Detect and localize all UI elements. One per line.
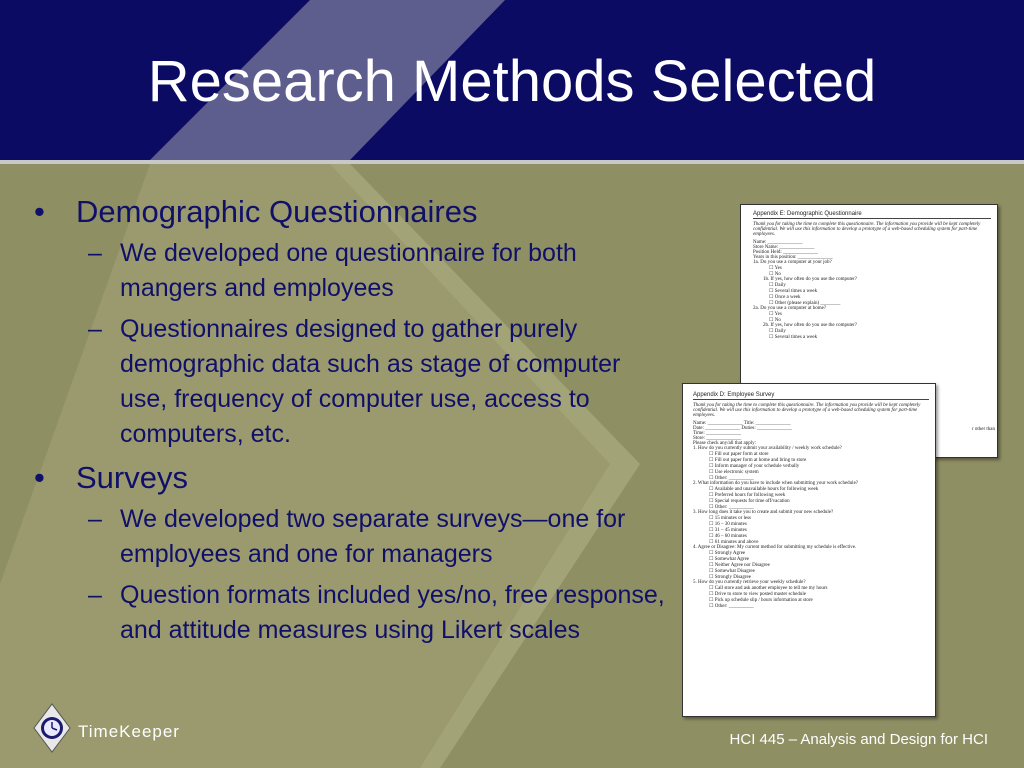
document-line: ☐ Yes [769,266,782,271]
document-line: ☐ Special requests for time off/vacation [709,499,790,504]
sub-bullet-item: – We developed two separate surveys—one for employees and one for managers [88,505,626,568]
document-line: ☐ Other: __________ [709,476,754,481]
bullet-item: • Demographic Questionnaires [34,194,478,229]
document-line: ☐ 31 – 45 minutes [709,528,747,533]
document-line: ☐ 15 minutes or less [709,516,751,521]
document-line: ☐ Use electronic system [709,470,759,475]
sub-bullet-text: Questionnaires designed to gather purely demographic data such as stage of computer use, frequency of computer use, access to computers, etc. [120,315,621,448]
document-line: ☐ 61 minutes and above [709,540,759,545]
document-line: ☐ Preferred hours for following week [709,493,786,498]
bullet-text: Surveys [76,460,188,495]
document-line: ☐ Drive to store to view posted master schedule [709,592,806,597]
sub-bullet-text: We developed two separate surveys—one for employees and one for managers [120,505,626,568]
document-line: 2a. Do you use a computer at home? [753,306,827,311]
document-line: Name: ______________ Title: ______________ [693,421,791,426]
sub-bullet-item: – We developed one questionnaire for both mangers and employees [88,239,577,302]
document-line: ☐ Other: __________ [709,604,754,609]
logo-text: TimeKeeper [78,722,180,741]
document-line: ☐ 46 – 60 minutes [709,534,747,539]
document-line: ☐ Available and unavailable hours for following week [709,487,819,492]
document-line: Years in this position: ______________ [753,255,833,260]
document-line: ☐ Fill out paper form at home and bring to store [709,458,807,463]
sub-bullet-text: We developed one questionnaire for both mangers and employees [120,239,577,302]
document-line: ☐ Somewhat Disagree [709,569,755,574]
document-line: ☐ Several times a week [769,289,818,294]
questionnaire-cutoff-text: r other than [971,427,995,432]
bullet-list [30,192,670,654]
questionnaire-header: Appendix E: Demographic Questionnaire [753,211,991,219]
document-line: 1. How do you currently submit your availability / weekly work schedule? [693,446,842,451]
bullet-item: • Surveys [34,460,188,495]
document-line: ☐ Inform manager of your schedule verbally [709,464,800,469]
document-line: ☐ Strongly Agree [709,551,746,556]
document-line: 2. What information do you have to include when submitting your work schedule? [693,481,859,486]
document-line: 5. How do you currently retrieve your weekly schedule? [693,580,806,585]
document-line: 2b. If yes, how often do you use the computer? [763,323,858,328]
questionnaire-lines [753,240,991,340]
document-line: ☐ 16 – 30 minutes [709,522,747,527]
document-line: ☐ No [769,318,781,323]
document-line: ☐ Fill out paper form at store [709,452,769,457]
document-line: 1b. If yes, how often do you use the computer? [763,277,858,282]
document-line: ☐ Other (please explain) ________ [769,301,841,306]
survey-lines [693,421,929,609]
document-line: ☐ Daily [769,283,786,288]
sub-bullet-text: Question formats included yes/no, free response, and attitude measures using Likert scales [120,581,665,644]
document-line: 4. Agree or Disagree: My current method for submitting my schedule is effective. [693,545,857,550]
document-line: ☐ Yes [769,312,782,317]
slide-title: Research Methods Selected [147,49,877,114]
document-line: Date: ______________ Duties: ______________ [693,426,793,431]
sub-bullet-item: – Questionnaires designed to gather purely demographic data such as stage of computer use, frequency of computer use, access to computers, etc. [88,315,621,448]
questionnaire-intro: Thank you for taking the time to complete this questionnaire. The information you provide will be kept completely confidential. We will use this information to develop a prototype of a web-based scheduling system for part-time employees. [753,222,981,237]
document-line: Position Held: ______________ [753,250,819,255]
title-bar [0,0,1024,160]
document-line: Store Name: ______________ [753,245,815,250]
document-line: ☐ Several times a week [769,335,818,340]
bullet-text: Demographic Questionnaires [76,194,478,229]
survey-thumbnail [682,383,936,717]
document-line: ☐ Somewhat Agree [709,557,750,562]
document-line: ☐ Pick up schedule slip / hours information at store [709,598,813,603]
document-line: ☐ Neither Agree nor Disagree [709,563,770,568]
document-line: Store: ______________ [693,436,742,441]
document-line: Please check any/all that apply: [693,441,757,446]
slide-footer: HCI 445 – Analysis and Design for HCI [729,731,988,748]
document-line: ☐ Call store and ask another employee to tell me my hours [709,586,828,591]
document-line: ☐ Other: __________ [709,505,754,510]
document-line: Time: ______________ [693,431,742,436]
sub-bullet-item: – Question formats included yes/no, free response, and attitude measures using Likert scales [88,581,665,644]
survey-header: Appendix D: Employee Survey [693,392,929,400]
document-line: 3. How long does it take you to create and submit your new schedule? [693,510,834,515]
document-line: ☐ Strongly Disagree [709,575,751,580]
document-line: 1a. Do you use a computer at your job? [753,260,832,265]
document-line: Name: ______________ [753,240,803,245]
document-line: ☐ Once a week [769,295,801,300]
document-line: ☐ No [769,272,781,277]
survey-intro: Thank you for taking the time to complete this questionnaire. The information you provide will be kept completely confidential. We will use this information to develop a prototype of a web-based scheduling system for part-time employees. [693,403,921,418]
document-line: ☐ Daily [769,329,786,334]
